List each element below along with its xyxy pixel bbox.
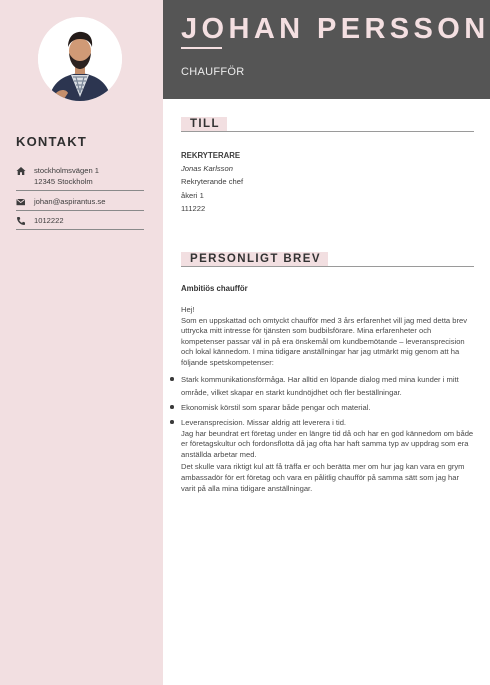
phone-text[interactable]: 1012222 <box>34 216 64 225</box>
recipient-company: åkeri 1 <box>181 190 204 200</box>
skills-list <box>181 373 474 495</box>
letter-intro: Som en uppskattad och omtyckt chaufför med 3 års erfarenhet vill jag med detta brev uttrycka mitt intresse för tjänsten som budbilsförare. Mina erfarenheter och kompetenser passar väl in på era önskemål om kundbemötande – leveransprecision och lokal kännedom. I mina tidigare anställningar har jag utmärkt mig genom att ha följande spetskompetenser: <box>181 315 468 367</box>
recipient-position: Rekryterande chef <box>181 177 244 187</box>
section-title-till: TILL <box>181 117 227 131</box>
candidate-name: JOHAN PERSSON <box>181 13 490 45</box>
address-line-2: 12345 Stockholm <box>34 176 93 186</box>
section-title-letter: PERSONLIGT BREV <box>181 252 328 266</box>
list-item-text: Leveransprecision. Missar aldrig att leverera i tid. <box>181 417 347 427</box>
address-line-1: stockholmsvägen 1 <box>34 166 100 175</box>
contact-divider <box>16 190 144 191</box>
sidebar <box>0 0 163 685</box>
letter-subtitle: Ambitiös chaufför <box>181 284 248 293</box>
section-divider <box>181 131 474 132</box>
contact-email[interactable] <box>16 197 144 207</box>
letter-closing: Det skulle vara riktigt kul att få träffa er och berätta mer om hur jag kan vara en grym ambassadör för ert företag och vara en pålitlig chaufför på samma sätt som jag har varit på alla mina tidigare anställningar. <box>181 462 465 493</box>
recipient-contact: Jonas Karlsson <box>181 164 233 174</box>
list-item: Ekonomisk körstil som sparar både pengar och material. <box>181 401 474 414</box>
recipient-title: REKRYTERARE <box>181 151 241 160</box>
profile-photo <box>38 17 122 101</box>
envelope-icon <box>16 197 26 207</box>
home-icon <box>16 166 26 176</box>
contact-divider <box>16 229 144 230</box>
list-item <box>181 416 474 495</box>
letter-body <box>181 305 474 496</box>
email-text[interactable]: johan@aspirantus.se <box>34 197 106 206</box>
job-title: CHAUFFÖR <box>181 66 245 78</box>
contact-address <box>16 166 144 188</box>
list-item: Stark kommunikationsförmåga. Har alltid en löpande dialog med mina kunder i mitt område, vilket skapar en starkt kundnöjdhet och fler beställningar. <box>181 373 474 399</box>
contact-phone[interactable] <box>16 216 144 226</box>
recipient-number: 111222 <box>181 203 206 213</box>
recipient-block <box>181 149 243 215</box>
letter-paragraph: Jag har beundrat ert företag under en längre tid då och har en god kännedom om både er företagskultur och fordonsflotta då jag ofta har haft samma typ av uppdrag som era anställda arbetar med. <box>181 428 474 459</box>
contact-divider <box>16 210 144 211</box>
name-underline <box>181 47 222 49</box>
letter-greeting: Hej! <box>181 305 195 314</box>
contact-heading: KONTAKT <box>16 134 87 149</box>
phone-icon <box>16 216 26 226</box>
section-divider <box>181 266 474 267</box>
